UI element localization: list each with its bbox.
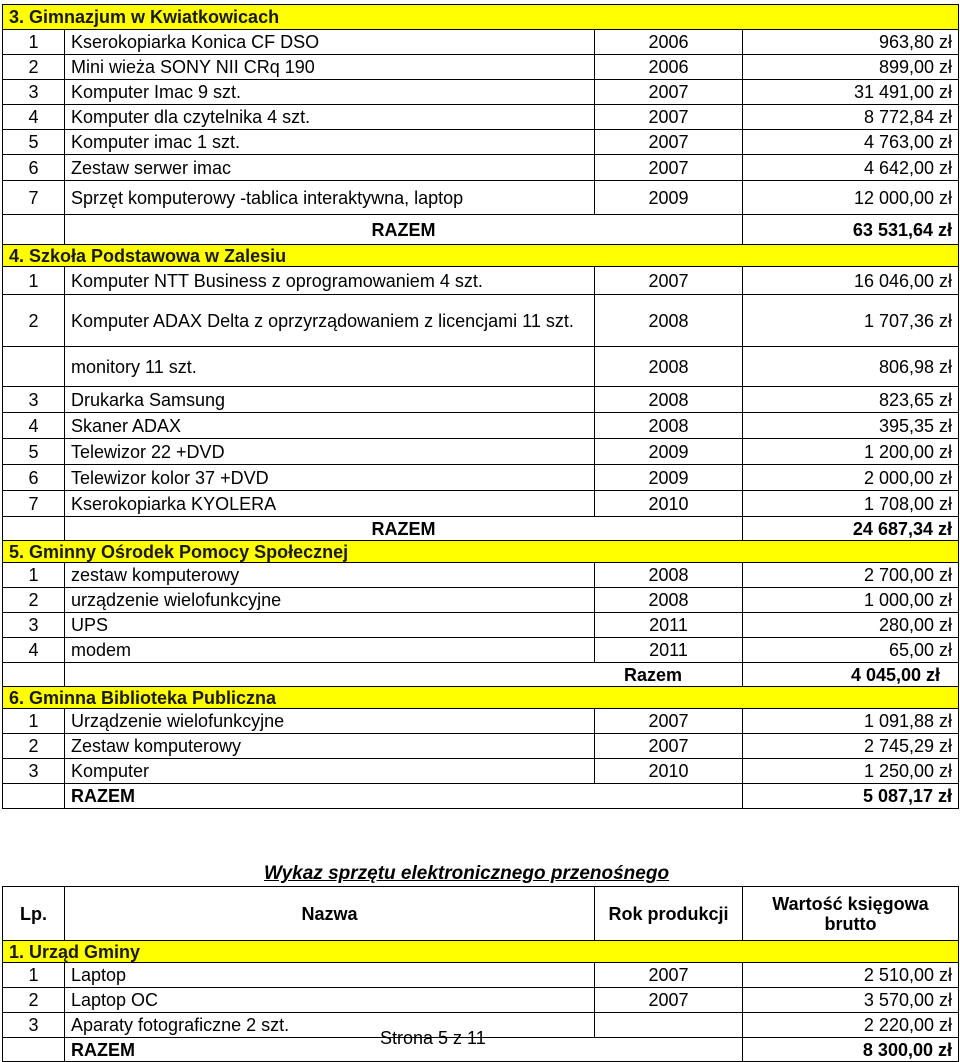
row-number: 1	[3, 30, 65, 55]
sum-row	[3, 784, 959, 809]
sum-label: RAZEM	[65, 517, 743, 541]
item-value: 12 000,00 zł	[743, 181, 959, 215]
item-year: 2008	[595, 387, 743, 413]
item-year: 2008	[595, 588, 743, 613]
item-year: 2007	[595, 734, 743, 759]
item-name: Zestaw serwer imac	[65, 155, 595, 181]
table-row	[3, 963, 959, 988]
header-lp: Lp.	[3, 887, 65, 941]
row-number: 1	[3, 963, 65, 988]
item-value: 2 220,00 zł	[743, 1013, 959, 1038]
item-name: Zestaw komputerowy	[65, 734, 595, 759]
item-name: zestaw komputerowy	[65, 563, 595, 588]
table-row	[3, 55, 959, 80]
item-year: 2011	[595, 638, 743, 663]
header-rok: Rok produkcji	[595, 887, 743, 941]
item-year	[595, 1013, 743, 1038]
item-value: 4 642,00 zł	[743, 155, 959, 181]
item-year: 2007	[595, 709, 743, 734]
item-name: Komputer dla czytelnika 4 szt.	[65, 105, 595, 130]
item-value: 963,80 zł	[743, 30, 959, 55]
item-value: 4 763,00 zł	[743, 130, 959, 155]
item-name: Urządzenie wielofunkcyjne	[65, 709, 595, 734]
item-year: 2009	[595, 181, 743, 215]
sum-value: 5 087,17 zł	[743, 784, 959, 809]
table-row	[3, 491, 959, 517]
item-value: 8 772,84 zł	[743, 105, 959, 130]
row-number: 2	[3, 55, 65, 80]
sum-row	[3, 517, 959, 541]
row-number: 2	[3, 988, 65, 1013]
wykaz-title-text: Wykaz sprzętu elektronicznego przenośnego	[264, 863, 670, 884]
item-name: Telewizor kolor 37 +DVD	[65, 465, 595, 491]
item-name: Kserokopiarka Konica CF DSO	[65, 30, 595, 55]
row-number: 2	[3, 588, 65, 613]
item-name: Komputer imac 1 szt.	[65, 130, 595, 155]
sum-row	[3, 663, 959, 687]
page-footer: Strona 5 z 11	[380, 1028, 486, 1048]
item-name: Laptop OC	[65, 988, 595, 1013]
table-row	[3, 413, 959, 439]
table-row	[3, 439, 959, 465]
section-header	[3, 687, 959, 709]
section-header	[3, 541, 959, 563]
item-name: modem	[65, 638, 595, 663]
section-title: 6. Gminna Biblioteka Publiczna	[3, 687, 959, 709]
row-number: 3	[3, 387, 65, 413]
item-name: Telewizor 22 +DVD	[65, 439, 595, 465]
item-year: 2010	[595, 491, 743, 517]
item-name: Drukarka Samsung	[65, 387, 595, 413]
item-name: Skaner ADAX	[65, 413, 595, 439]
row-number: 3	[3, 1013, 65, 1038]
item-year: 2008	[595, 413, 743, 439]
section-header	[3, 245, 959, 267]
row-number: 2	[3, 295, 65, 347]
row-number: 7	[3, 181, 65, 215]
table-row	[3, 105, 959, 130]
item-year: 2008	[595, 563, 743, 588]
item-year: 2007	[595, 155, 743, 181]
wykaz-title	[264, 863, 694, 885]
row-number: 7	[3, 491, 65, 517]
table-row	[3, 130, 959, 155]
item-name: Sprzęt komputerowy -tablica interaktywna, laptop	[65, 181, 595, 215]
item-year: 2008	[595, 347, 743, 387]
table-row	[3, 588, 959, 613]
item-year: 2006	[595, 30, 743, 55]
row-number	[3, 347, 65, 387]
section-title: 4. Szkoła Podstawowa w Zalesiu	[3, 245, 959, 267]
item-value: 823,65 zł	[743, 387, 959, 413]
item-name: UPS	[65, 613, 595, 638]
item-value: 806,98 zł	[743, 347, 959, 387]
table-row	[3, 347, 959, 387]
item-name: Aparaty fotograficzne 2 szt.	[65, 1013, 595, 1038]
row-number: 6	[3, 465, 65, 491]
sum-value: 24 687,34 zł	[743, 517, 959, 541]
item-year: 2007	[595, 963, 743, 988]
item-value: 1 000,00 zł	[743, 588, 959, 613]
sum-label: RAZEM	[65, 215, 743, 245]
sum-label: Razem	[65, 663, 743, 687]
item-value: 1 707,36 zł	[743, 295, 959, 347]
row-number: 3	[3, 759, 65, 784]
header-nazwa: Nazwa	[65, 887, 595, 941]
item-name: Mini wieża SONY NII CRq 190	[65, 55, 595, 80]
sum-label: RAZEM	[65, 784, 743, 809]
table-row	[3, 155, 959, 181]
item-value: 2 745,29 zł	[743, 734, 959, 759]
item-year: 2009	[595, 439, 743, 465]
table-row	[3, 563, 959, 588]
item-value: 1 250,00 zł	[743, 759, 959, 784]
table-row	[3, 80, 959, 105]
table-row	[3, 267, 959, 295]
section-header	[3, 941, 959, 963]
row-number: 5	[3, 130, 65, 155]
item-value: 31 491,00 zł	[743, 80, 959, 105]
item-year: 2007	[595, 130, 743, 155]
item-value: 280,00 zł	[743, 613, 959, 638]
item-value: 2 700,00 zł	[743, 563, 959, 588]
item-value: 16 046,00 zł	[743, 267, 959, 295]
item-year: 2007	[595, 80, 743, 105]
table-row	[3, 613, 959, 638]
item-value: 2 510,00 zł	[743, 963, 959, 988]
table-row	[3, 638, 959, 663]
table-row	[3, 759, 959, 784]
equipment-table	[2, 4, 959, 809]
item-name: Laptop	[65, 963, 595, 988]
table-row	[3, 181, 959, 215]
item-value: 395,35 zł	[743, 413, 959, 439]
row-number: 4	[3, 638, 65, 663]
item-name: Komputer NTT Business z oprogramowaniem 4 szt.	[65, 267, 595, 295]
item-name: Komputer ADAX Delta z oprzyrządowaniem z licencjami 11 szt.	[65, 295, 595, 347]
row-number: 2	[3, 734, 65, 759]
item-year: 2007	[595, 267, 743, 295]
section-title: 3. Gimnazjum w Kwiatkowicach	[3, 5, 959, 30]
item-year: 2007	[595, 988, 743, 1013]
table-row	[3, 988, 959, 1013]
item-year: 2008	[595, 295, 743, 347]
section-title: 5. Gminny Ośrodek Pomocy Społecznej	[3, 541, 959, 563]
item-name: monitory 11 szt.	[65, 347, 595, 387]
row-number: 6	[3, 155, 65, 181]
item-year: 2007	[595, 105, 743, 130]
item-value: 3 570,00 zł	[743, 988, 959, 1013]
row-number: 5	[3, 439, 65, 465]
item-year: 2010	[595, 759, 743, 784]
item-name: Komputer Imac 9 szt.	[65, 80, 595, 105]
row-number: 1	[3, 563, 65, 588]
table-row	[3, 295, 959, 347]
table-row	[3, 709, 959, 734]
section-title: 1. Urząd Gminy	[3, 941, 959, 963]
item-value: 2 000,00 zł	[743, 465, 959, 491]
item-value: 899,00 zł	[743, 55, 959, 80]
table-row	[3, 465, 959, 491]
sum-label: RAZEM	[65, 1038, 743, 1062]
item-name: Komputer	[65, 759, 595, 784]
item-name: urządzenie wielofunkcyjne	[65, 588, 595, 613]
sum-value: 8 300,00 zł	[743, 1038, 959, 1062]
row-number: 4	[3, 413, 65, 439]
row-number: 3	[3, 613, 65, 638]
row-number: 4	[3, 105, 65, 130]
table-row	[3, 30, 959, 55]
table-row	[3, 734, 959, 759]
row-number: 1	[3, 267, 65, 295]
sum-row	[3, 215, 959, 245]
item-value: 1 091,88 zł	[743, 709, 959, 734]
item-value: 1 200,00 zł	[743, 439, 959, 465]
row-number: 3	[3, 80, 65, 105]
item-value: 65,00 zł	[743, 638, 959, 663]
section-header	[3, 5, 959, 30]
table-row	[3, 387, 959, 413]
sum-value: 63 531,64 zł	[743, 215, 959, 245]
header-row	[3, 887, 959, 941]
header-wartosc: Wartość księgowa brutto	[743, 887, 959, 941]
sum-value: 4 045,00 zł	[743, 663, 959, 687]
item-year: 2006	[595, 55, 743, 80]
item-year: 2011	[595, 613, 743, 638]
row-number: 1	[3, 709, 65, 734]
item-year: 2009	[595, 465, 743, 491]
item-name: Kserokopiarka KYOLERA	[65, 491, 595, 517]
item-value: 1 708,00 zł	[743, 491, 959, 517]
